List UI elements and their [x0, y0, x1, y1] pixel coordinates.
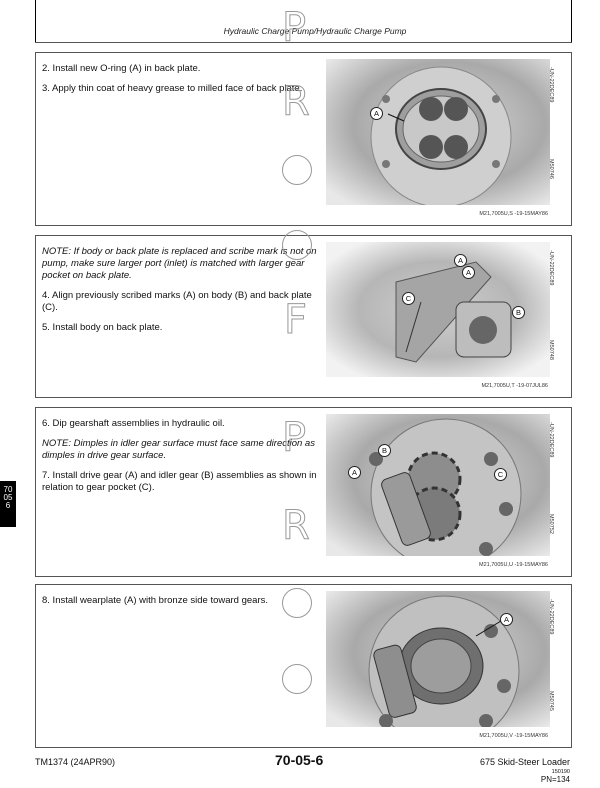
wearplate-illustration [326, 591, 550, 727]
watermark-circle [282, 664, 312, 694]
top-binding-line-right [571, 0, 572, 42]
note-label: NOTE: [42, 438, 72, 449]
callout-a: A [454, 254, 467, 267]
note-paragraph [42, 438, 322, 462]
pump-body-photo [326, 242, 550, 377]
photo-side-codes [548, 414, 566, 556]
watermark-circle [282, 588, 312, 618]
section-tab [0, 481, 16, 527]
photo-figure [326, 242, 566, 391]
footer-small-code: 150190 [551, 769, 570, 775]
watermark-circle [282, 155, 312, 185]
side-code: -UN-22DEC89 [548, 250, 554, 286]
footer-pn: PN=134 [540, 775, 570, 784]
gear-assembly-photo [326, 414, 550, 556]
callout-a: A [500, 613, 513, 626]
photo-side-codes [548, 59, 566, 205]
step-paragraph: 7. Install drive gear (A) and idler gear (B) assemblies as shown in relation to gear pocket (C). [42, 470, 317, 493]
footer-page-number: 70-05-6 [275, 752, 324, 768]
panel-text [42, 415, 322, 502]
step-paragraph: 3. Apply thin coat of heavy grease to milled face of back plate. [42, 83, 303, 94]
back-plate-photo [326, 59, 550, 205]
top-binding-line-left [35, 0, 36, 42]
step-paragraph: 4. Align previously scribed marks (A) on body (B) and back plate (C). [42, 290, 312, 313]
photo-figure [326, 414, 566, 570]
photo-caption: M21,7005U,U -19-15MAY86 [479, 562, 548, 568]
watermark-letter: F [284, 297, 308, 343]
side-number: M50745 [548, 691, 554, 711]
photo-caption: M21,7005U,V -19-15MAY86 [479, 733, 548, 739]
callout-b: B [512, 306, 525, 319]
callout-a: A [462, 266, 475, 279]
watermark-letter: R [282, 79, 310, 125]
callout-c: C [402, 292, 415, 305]
panel-text [42, 63, 322, 103]
photo-figure [326, 59, 566, 219]
section-tab-line: 70 [3, 485, 13, 494]
footer-manual-id: TM1374 (24APR90) [35, 757, 116, 767]
side-code: -UN-22DEC89 [548, 599, 554, 635]
watermark-circle [282, 230, 312, 260]
photo-side-codes [548, 591, 566, 727]
watermark-letter: P [282, 5, 307, 51]
gear-assembly-illustration [326, 414, 550, 556]
watermark-letter: R [282, 503, 310, 549]
note-text: If body or back plate is replaced and scribe mark is not on pump, make sure larger port (inlet) is matched with larger gear pocket on back plate. [42, 246, 317, 281]
note-text: Dimples in idler gear surface must face same direction as dimples in drive gear surface. [42, 438, 315, 461]
page-header: Hydraulic Charge Pump/Hydraulic Charge Pump [223, 26, 407, 36]
side-number: M50748 [548, 340, 554, 360]
side-code: -UN-22DEC89 [548, 67, 554, 103]
step-paragraph: 5. Install body on back plate. [42, 322, 163, 333]
panel-text [42, 246, 322, 342]
back-plate-illustration [326, 59, 550, 205]
photo-side-codes [548, 242, 566, 377]
callout-b: B [378, 444, 391, 457]
photo-caption: M21,7005U,S -19-15MAY86 [479, 211, 548, 217]
photo-figure [326, 591, 566, 741]
note-paragraph [42, 246, 322, 282]
panel-text [42, 595, 322, 615]
photo-caption: M21,7005U,T -19-07JUL86 [481, 383, 548, 389]
side-code: -UN-22DEC89 [548, 422, 554, 458]
callout-c: C [494, 468, 507, 481]
watermark-letter: P [282, 415, 307, 461]
step-paragraph: 8. Install wearplate (A) with bronze side toward gears. [42, 595, 268, 606]
callout-a: A [348, 466, 361, 479]
step-paragraph: 2. Install new O-ring (A) in back plate. [42, 63, 201, 74]
footer-model: 675 Skid-Steer Loader [479, 757, 570, 767]
step-paragraph: 6. Dip gearshaft assemblies in hydraulic oil. [42, 418, 225, 429]
section-tab-line: 6 [5, 501, 11, 510]
wearplate-photo [326, 591, 550, 727]
side-number: M50746 [548, 159, 554, 179]
side-number: M50752 [548, 514, 554, 534]
callout-a: A [370, 107, 383, 120]
section-tab-line: 05 [3, 493, 13, 502]
note-label: NOTE: [42, 246, 72, 257]
